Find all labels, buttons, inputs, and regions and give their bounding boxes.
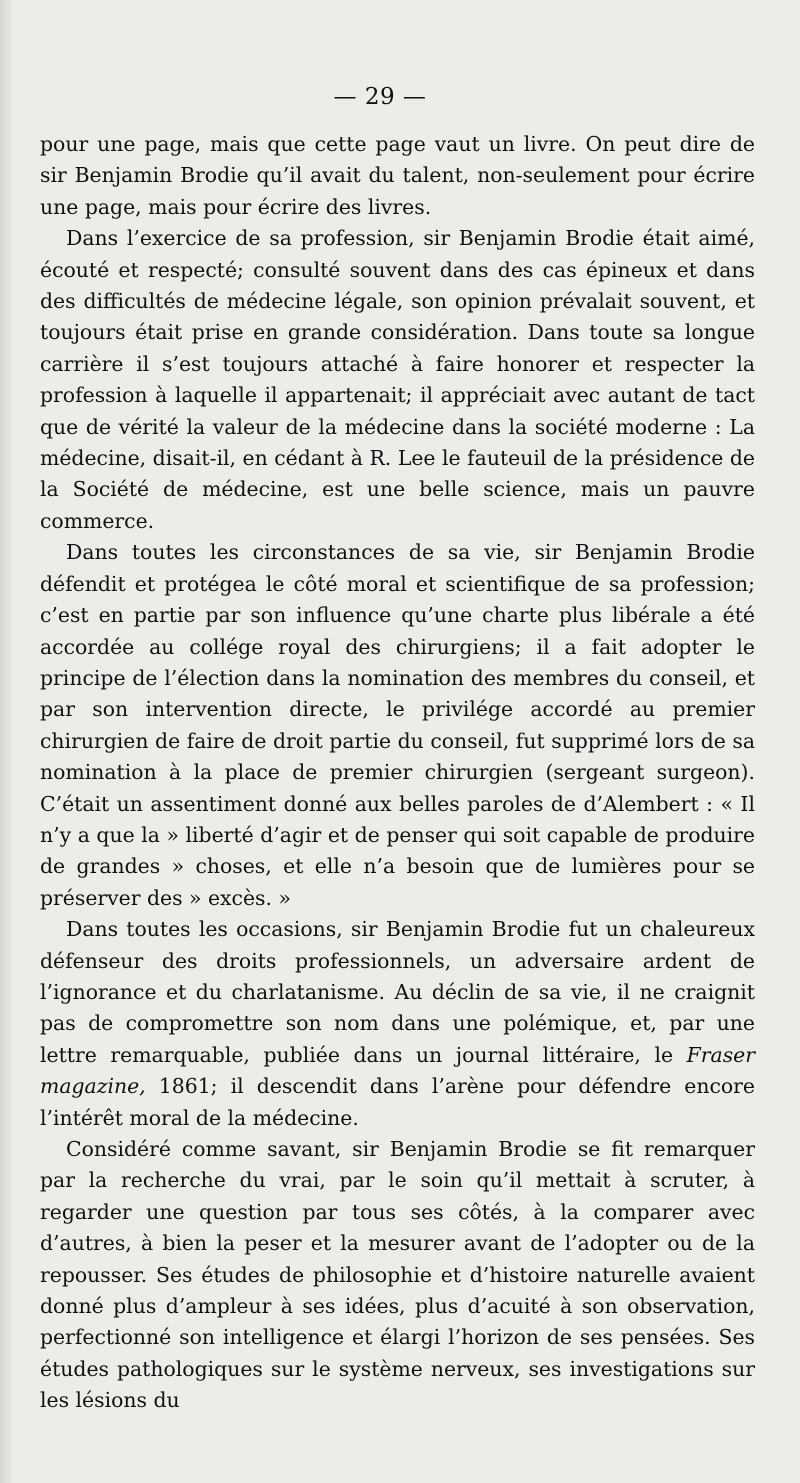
paragraph-5: Considéré comme savant, sir Benjamin Brodie se fit remarquer par la recherche du vrai, par le soin qu’il mettait à scruter, à regarder une question par tous ses côtés, à la comparer avec d’autres, à bien la peser et la mesurer avant de l’adopter ou de la repousser. Ses études de philosophie et d’histoire naturelle avaient donné plus d’ampleur à ses idées, plus d’acuité à son observation, perfectionné son intelligence et élargi l’horizon de ses pensées. Ses études pathologiques sur le système nerveux, ses investigations sur les lésions du — [40, 1137, 755, 1413]
paragraph-1: pour une page, mais que cette page vaut un livre. On peut dire de sir Benjamin Brodie qu’il avait du talent, non-seulement pour écrire une page, mais pour écrire des livres. — [40, 132, 755, 219]
journal-title-italic: Fraser magazine, — [40, 1042, 755, 1099]
paragraph-4-text-before: Dans toutes les occasions, sir Benjamin Brodie fut un chaleureux défenseur des droits professionnels, un adversaire ardent de l’ignorance et du charlatanisme. Au déclin de sa vie, il ne craignit pas de compromettre son nom dans une polémique, et, par une lettre remarquable, publiée dans un journal littéraire, le — [40, 917, 755, 1067]
page-number-header: — 29 — — [333, 84, 427, 110]
paragraph-3: Dans toutes les circonstances de sa vie, sir Benjamin Brodie défendit et protégea le côté moral et scientifique de sa profession; c’est en partie par son influence qu’une charte plus libérale a été accordée au collége royal des chirurgiens; il a fait adopter le principe de l’élection dans la nomination des membres du conseil, et par son intervention directe, le privilége accordé au premier chirurgien de faire de droit partie du conseil, fut supprimé lors de sa nomination à la place de premier chirurgien (sergeant surgeon). C’était un assentiment donné aux belles paroles de d’Alembert : « Il n’y a que la » liberté d’agir et de penser qui soit capable de produire de grandes » choses, et elle n’a besoin que de lumières pour se préserver des » excès. » — [40, 540, 755, 910]
paragraph-4 — [40, 914, 755, 1134]
paragraph-2: Dans l’exercice de sa profession, sir Benjamin Brodie était aimé, écouté et respecté; consulté souvent dans des cas épineux et dans des difficultés de médecine légale, son opinion prévalait souvent, et toujours était prise en grande considération. Dans toute sa longue carrière il s’est toujours attaché à faire honorer et respecter la profession à laquelle il appartenait; il appréciait avec autant de tact que de vérité la valeur de la médecine dans la société moderne : La médecine, disait-il, en cédant à R. Lee le fauteuil de la présidence de la Société de médecine, est une belle science, mais un pauvre commerce. — [40, 226, 755, 533]
paragraph-4-text-after: 1861; il descendit dans l’arène pour défendre encore l’intérêt moral de la médecine. — [40, 1074, 755, 1130]
page-edge-shadow — [0, 0, 14, 1483]
page-body — [40, 129, 755, 1417]
